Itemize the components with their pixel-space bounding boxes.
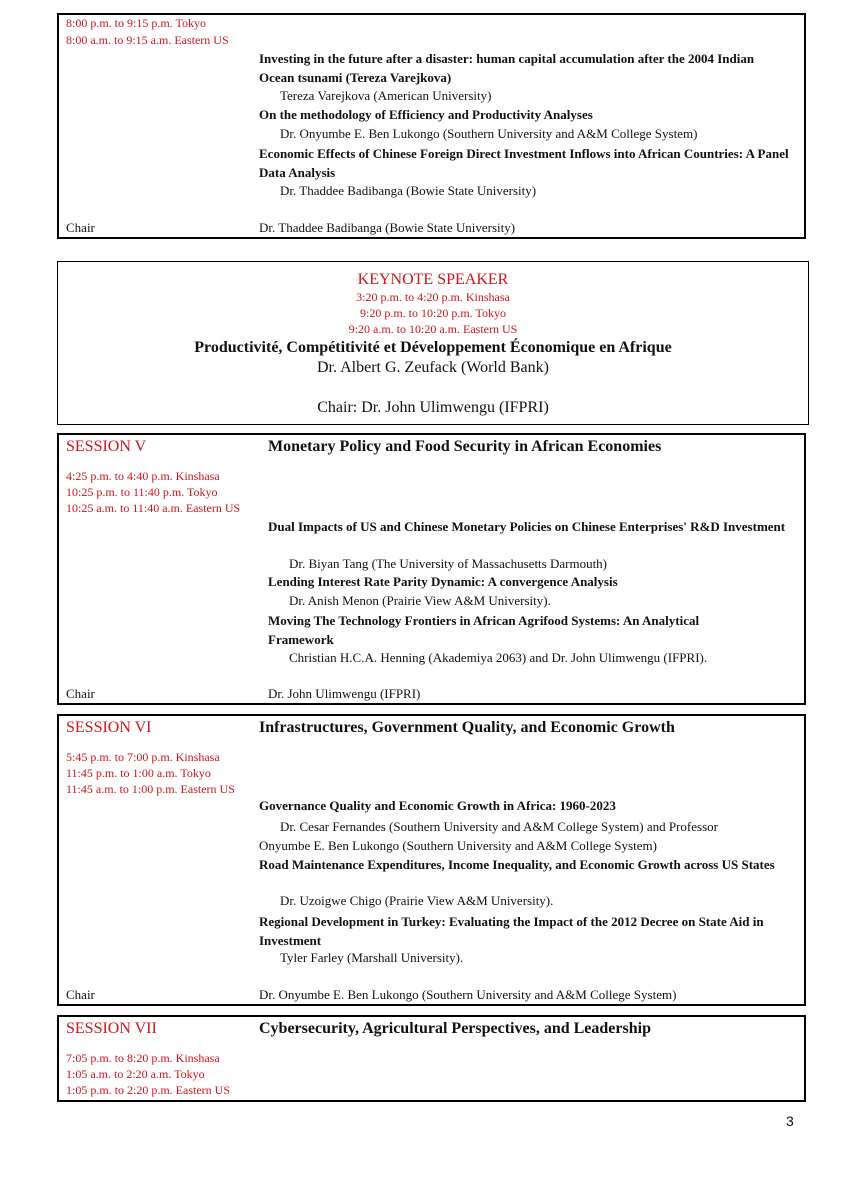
paper-title: Regional Development in Turkey: Evaluating the Impact of the 2012 Decree on State Aid in Investment — [259, 914, 764, 948]
keynote-time-tokyo: 9:20 p.m. to 10:20 p.m. Tokyo — [360, 306, 506, 320]
time-eastern-us: 1:05 p.m. to 2:20 p.m. Eastern US — [66, 1083, 230, 1097]
paper-title: Economic Effects of Chinese Foreign Direct Investment Inflows into African Countries: A Panel Data Analysis — [259, 146, 789, 180]
time-tokyo: 8:00 p.m. to 9:15 p.m. Tokyo — [66, 16, 206, 30]
session-label: SESSION VI — [66, 719, 152, 736]
time-kinshasa: 7:05 p.m. to 8:20 p.m. Kinshasa — [66, 1051, 220, 1065]
paper-title: Dual Impacts of US and Chinese Monetary Policies on Chinese Enterprises' R&D Investment — [268, 519, 786, 534]
paper-authors: Dr. Uzoigwe Chigo (Prairie View A&M University). — [280, 893, 554, 908]
keynote-block — [57, 261, 809, 425]
session-vi-block — [57, 714, 806, 1006]
chair-label: Chair — [66, 686, 95, 701]
time-kinshasa: 5:45 p.m. to 7:00 p.m. Kinshasa — [66, 750, 220, 764]
keynote-time-eastern-us: 9:20 a.m. to 10:20 a.m. Eastern US — [348, 322, 518, 336]
time-kinshasa: 4:25 p.m. to 4:40 p.m. Kinshasa — [66, 469, 220, 483]
session-title: Cybersecurity, Agricultural Perspectives, and Leadership — [259, 1020, 651, 1037]
chair-name: Dr. John Ulimwengu (IFPRI) — [268, 686, 421, 701]
time-tokyo: 11:45 p.m. to 1:00 a.m. Tokyo — [66, 766, 211, 780]
paper-title: Governance Quality and Economic Growth in Africa: 1960-2023 — [259, 798, 616, 813]
keynote-heading: KEYNOTE SPEAKER — [357, 271, 509, 288]
paper-title: Moving The Technology Frontiers in African Agrifood Systems: An Analytical Framework — [268, 613, 700, 647]
chair-name: Dr. Thaddee Badibanga (Bowie State University) — [259, 220, 516, 235]
time-tokyo: 1:05 a.m. to 2:20 a.m. Tokyo — [66, 1067, 205, 1081]
session-block-continued — [57, 13, 806, 239]
paper-authors: Tereza Varejkova (American University) — [280, 88, 492, 103]
time-eastern-us: 11:45 a.m. to 1:00 p.m. Eastern US — [66, 782, 235, 796]
paper-title: Road Maintenance Expenditures, Income Inequality, and Economic Growth across US States — [259, 857, 775, 872]
chair-label: Chair — [66, 220, 95, 235]
paper-authors: Dr. Cesar Fernandes (Southern University and A&M College System) and Professor Onyumbe E. Ben Lukongo (Southern University and A&M College System) — [259, 819, 718, 853]
time-tokyo: 10:25 p.m. to 11:40 p.m. Tokyo — [66, 485, 218, 499]
paper-title: Lending Interest Rate Parity Dynamic: A convergence Analysis — [268, 574, 618, 589]
page-number: 3 — [786, 1113, 794, 1129]
session-label: SESSION V — [66, 438, 147, 455]
paper-title: Investing in the future after a disaster: human capital accumulation after the 2004 Indian Ocean tsunami (Tereza Varejkova) — [259, 51, 755, 85]
paper-authors: Dr. Thaddee Badibanga (Bowie State University) — [280, 183, 537, 198]
paper-authors: Dr. Biyan Tang (The University of Massachusetts Darmouth) — [289, 556, 608, 571]
chair-name: Dr. Onyumbe E. Ben Lukongo (Southern University and A&M College System) — [259, 987, 677, 1002]
chair-label: Chair — [66, 987, 95, 1002]
keynote-title: Productivité, Compétitivité et Développement Économique en Afrique — [194, 339, 672, 356]
time-eastern-us: 10:25 a.m. to 11:40 a.m. Eastern US — [66, 501, 241, 515]
paper-authors: Christian H.C.A. Henning (Akademiya 2063) and Dr. John Ulimwengu (IFPRI). — [289, 650, 708, 665]
paper-title: On the methodology of Efficiency and Productivity Analyses — [259, 107, 593, 122]
keynote-chair: Chair: Dr. John Ulimwengu (IFPRI) — [317, 399, 549, 416]
session-label: SESSION VII — [66, 1020, 157, 1037]
keynote-time-kinshasa: 3:20 p.m. to 4:20 p.m. Kinshasa — [356, 290, 510, 304]
session-title: Infrastructures, Government Quality, and Economic Growth — [259, 719, 675, 736]
paper-authors: Dr. Anish Menon (Prairie View A&M University). — [289, 593, 551, 608]
session-title: Monetary Policy and Food Security in African Economies — [268, 438, 662, 455]
keynote-speaker: Dr. Albert G. Zeufack (World Bank) — [317, 359, 549, 376]
session-v-block — [57, 433, 806, 705]
time-eastern-us: 8:00 a.m. to 9:15 a.m. Eastern US — [66, 33, 229, 47]
session-vii-block — [57, 1015, 806, 1102]
paper-authors: Dr. Onyumbe E. Ben Lukongo (Southern University and A&M College System) — [280, 126, 698, 141]
paper-authors: Tyler Farley (Marshall University). — [280, 950, 464, 965]
